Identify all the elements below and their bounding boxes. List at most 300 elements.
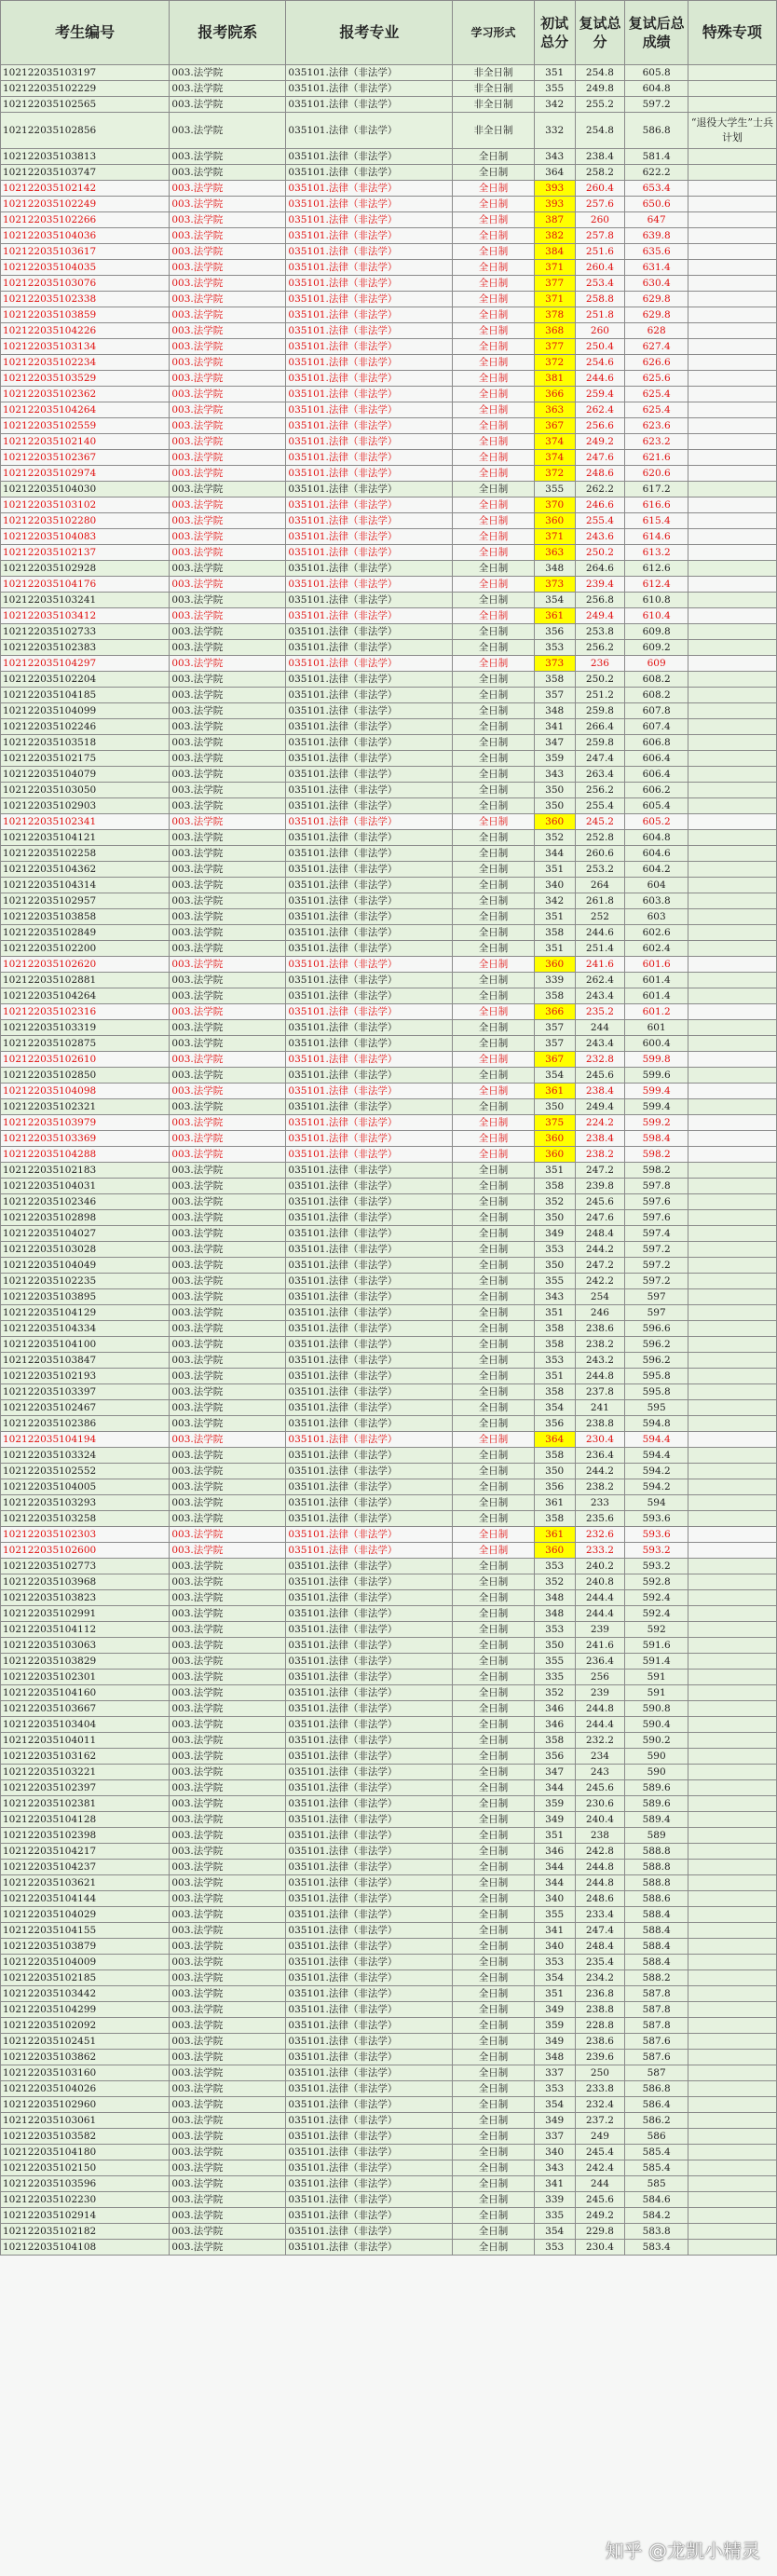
cell-retest: 246 [575, 1305, 625, 1321]
cell-major: 035101.法律（非法学） [286, 323, 453, 339]
cell-retest: 235.6 [575, 1511, 625, 1527]
cell-mode: 全日制 [453, 957, 535, 973]
cell-mode: 全日制 [453, 1733, 535, 1749]
cell-id: 102122035103617 [1, 244, 170, 260]
cell-special [688, 1210, 776, 1226]
cell-total: 609 [625, 656, 688, 672]
cell-retest: 243.4 [575, 1036, 625, 1052]
cell-total: 597.6 [625, 1210, 688, 1226]
cell-id: 102122035102200 [1, 941, 170, 957]
cell-dept: 003.法学院 [170, 1590, 286, 1606]
table-row [1, 957, 777, 973]
cell-major: 035101.法律（非法学） [286, 941, 453, 957]
cell-total: 581.4 [625, 149, 688, 165]
cell-special [688, 2129, 776, 2145]
cell-total: 585.4 [625, 2160, 688, 2176]
cell-id: 102122035102559 [1, 418, 170, 434]
cell-mode: 全日制 [453, 656, 535, 672]
cell-dept: 003.法学院 [170, 1052, 286, 1068]
table-row [1, 529, 777, 545]
cell-total: 588.8 [625, 1844, 688, 1860]
table-row [1, 1590, 777, 1606]
cell-total: 594.4 [625, 1448, 688, 1464]
cell-total: 629.8 [625, 307, 688, 323]
cell-retest: 250.4 [575, 339, 625, 355]
cell-retest: 249.4 [575, 1099, 625, 1115]
cell-retest: 251.2 [575, 688, 625, 703]
table-row [1, 1955, 777, 1970]
cell-retest: 259.4 [575, 387, 625, 402]
cell-id: 102122035104108 [1, 2240, 170, 2256]
cell-dept: 003.法学院 [170, 529, 286, 545]
cell-mode: 全日制 [453, 1970, 535, 1986]
cell-mode: 全日制 [453, 608, 535, 624]
cell-prelim: 364 [534, 1432, 575, 1448]
cell-id: 102122035103582 [1, 2129, 170, 2145]
cell-retest: 238.6 [575, 1321, 625, 1337]
cell-total: 596.2 [625, 1353, 688, 1369]
cell-total: 596.6 [625, 1321, 688, 1337]
table-row [1, 1606, 777, 1622]
cell-prelim: 348 [534, 2050, 575, 2065]
cell-id: 102122035104299 [1, 2002, 170, 2018]
cell-retest: 251.6 [575, 244, 625, 260]
cell-major: 035101.法律（非法学） [286, 339, 453, 355]
table-row [1, 434, 777, 450]
table-row [1, 1337, 777, 1353]
cell-dept: 003.法学院 [170, 1194, 286, 1210]
cell-dept: 003.法学院 [170, 1875, 286, 1891]
cell-major: 035101.法律（非法学） [286, 1638, 453, 1654]
cell-prelim: 340 [534, 1939, 575, 1955]
cell-special [688, 1068, 776, 1084]
cell-retest: 246.6 [575, 497, 625, 513]
header-total: 复试后总成绩 [625, 1, 688, 65]
cell-special [688, 735, 776, 751]
cell-mode: 全日制 [453, 2081, 535, 2097]
cell-special [688, 1163, 776, 1179]
cell-mode: 全日制 [453, 513, 535, 529]
cell-prelim: 355 [534, 482, 575, 497]
cell-retest: 239 [575, 1685, 625, 1701]
cell-mode: 全日制 [453, 1860, 535, 1875]
table-row [1, 1875, 777, 1891]
cell-mode: 全日制 [453, 1274, 535, 1289]
cell-retest: 251.4 [575, 941, 625, 957]
cell-retest: 234 [575, 1749, 625, 1765]
cell-retest: 240.8 [575, 1574, 625, 1590]
cell-special [688, 798, 776, 814]
cell-retest: 233.2 [575, 1543, 625, 1559]
cell-special [688, 672, 776, 688]
cell-retest: 244.8 [575, 1369, 625, 1384]
cell-dept: 003.法学院 [170, 1084, 286, 1099]
cell-id: 102122035104005 [1, 1479, 170, 1495]
cell-dept: 003.法学院 [170, 909, 286, 925]
cell-dept: 003.法学院 [170, 783, 286, 798]
cell-mode: 全日制 [453, 1384, 535, 1400]
cell-major: 035101.法律（非法学） [286, 830, 453, 846]
cell-special [688, 1274, 776, 1289]
table-row [1, 1353, 777, 1369]
cell-mode: 全日制 [453, 1321, 535, 1337]
cell-mode: 全日制 [453, 1511, 535, 1527]
cell-major: 035101.法律（非法学） [286, 1875, 453, 1891]
cell-dept: 003.法学院 [170, 1131, 286, 1147]
cell-id: 102122035102234 [1, 355, 170, 371]
cell-prelim: 361 [534, 1495, 575, 1511]
cell-id: 102122035102849 [1, 925, 170, 941]
cell-major: 035101.法律（非法学） [286, 1622, 453, 1638]
cell-special [688, 878, 776, 893]
cell-id: 102122035102230 [1, 2192, 170, 2208]
cell-id: 102122035103847 [1, 1353, 170, 1369]
cell-retest: 236.4 [575, 1448, 625, 1464]
cell-dept: 003.法学院 [170, 1685, 286, 1701]
cell-special [688, 1194, 776, 1210]
cell-prelim: 353 [534, 1622, 575, 1638]
cell-special [688, 1099, 776, 1115]
cell-dept: 003.法学院 [170, 1020, 286, 1036]
table-row [1, 1448, 777, 1464]
cell-mode: 全日制 [453, 1955, 535, 1970]
cell-mode: 全日制 [453, 1606, 535, 1622]
cell-total: 586.2 [625, 2113, 688, 2129]
cell-major: 035101.法律（非法学） [286, 418, 453, 434]
cell-total: 613.2 [625, 545, 688, 561]
cell-total: 621.6 [625, 450, 688, 466]
table-row [1, 988, 777, 1004]
cell-prelim: 371 [534, 529, 575, 545]
cell-total: 616.6 [625, 497, 688, 513]
cell-dept: 003.法学院 [170, 323, 286, 339]
cell-dept: 003.法学院 [170, 957, 286, 973]
cell-total: 587.8 [625, 2018, 688, 2034]
table-row [1, 1068, 777, 1084]
cell-dept: 003.法学院 [170, 1258, 286, 1274]
cell-prelim: 393 [534, 181, 575, 197]
cell-prelim: 374 [534, 450, 575, 466]
cell-special [688, 1495, 776, 1511]
cell-major: 035101.法律（非法学） [286, 1812, 453, 1828]
cell-prelim: 353 [534, 1559, 575, 1574]
cell-retest: 249.8 [575, 81, 625, 97]
cell-total: 588.4 [625, 1923, 688, 1939]
cell-retest: 252.8 [575, 830, 625, 846]
cell-major: 035101.法律（非法学） [286, 197, 453, 212]
cell-retest: 241 [575, 1400, 625, 1416]
cell-id: 102122035103858 [1, 909, 170, 925]
cell-total: 631.4 [625, 260, 688, 276]
table-row [1, 1147, 777, 1163]
cell-mode: 全日制 [453, 735, 535, 751]
cell-total: 603 [625, 909, 688, 925]
table-row [1, 577, 777, 593]
cell-id: 102122035104035 [1, 260, 170, 276]
cell-dept: 003.法学院 [170, 1574, 286, 1590]
cell-id: 102122035102301 [1, 1670, 170, 1685]
cell-id: 102122035102229 [1, 81, 170, 97]
cell-dept: 003.法学院 [170, 482, 286, 497]
cell-total: 639.8 [625, 228, 688, 244]
cell-dept: 003.法学院 [170, 1384, 286, 1400]
cell-total: 622.2 [625, 165, 688, 181]
cell-id: 102122035103968 [1, 1574, 170, 1590]
cell-major: 035101.法律（非法学） [286, 307, 453, 323]
cell-prelim: 354 [534, 2224, 575, 2240]
cell-dept: 003.法学院 [170, 1543, 286, 1559]
cell-id: 102122035102175 [1, 751, 170, 767]
cell-total: 627.4 [625, 339, 688, 355]
cell-retest: 259.8 [575, 735, 625, 751]
cell-id: 102122035103221 [1, 1765, 170, 1780]
cell-id: 102122035103404 [1, 1717, 170, 1733]
cell-prelim: 343 [534, 1289, 575, 1305]
cell-retest: 248.4 [575, 1939, 625, 1955]
cell-special [688, 1970, 776, 1986]
cell-dept: 003.法学院 [170, 1717, 286, 1733]
cell-dept: 003.法学院 [170, 2240, 286, 2256]
cell-total: 589 [625, 1828, 688, 1844]
cell-total: 602.4 [625, 941, 688, 957]
cell-total: 586 [625, 2129, 688, 2145]
cell-total: 590.2 [625, 1733, 688, 1749]
table-row [1, 703, 777, 719]
cell-special [688, 1733, 776, 1749]
cell-id: 102122035102898 [1, 1210, 170, 1226]
cell-mode: 全日制 [453, 1875, 535, 1891]
cell-prelim: 355 [534, 1907, 575, 1923]
cell-prelim: 347 [534, 735, 575, 751]
cell-id: 102122035103596 [1, 2176, 170, 2192]
cell-mode: 全日制 [453, 1353, 535, 1369]
cell-id: 102122035102600 [1, 1543, 170, 1559]
cell-special [688, 988, 776, 1004]
cell-mode: 全日制 [453, 497, 535, 513]
cell-total: 584.2 [625, 2208, 688, 2224]
cell-total: 615.4 [625, 513, 688, 529]
cell-retest: 260 [575, 323, 625, 339]
cell-special [688, 814, 776, 830]
cell-id: 102122035102341 [1, 814, 170, 830]
cell-major: 035101.法律（非法学） [286, 228, 453, 244]
cell-mode: 全日制 [453, 1004, 535, 1020]
cell-dept: 003.法学院 [170, 1844, 286, 1860]
cell-mode: 全日制 [453, 1749, 535, 1765]
cell-prelim: 344 [534, 846, 575, 862]
cell-total: 584.6 [625, 2192, 688, 2208]
cell-major: 035101.法律（非法学） [286, 1955, 453, 1970]
cell-major: 035101.法律（非法学） [286, 1543, 453, 1559]
cell-retest: 253.2 [575, 862, 625, 878]
cell-major: 035101.法律（非法学） [286, 925, 453, 941]
cell-total: 609.2 [625, 640, 688, 656]
cell-dept: 003.法学院 [170, 703, 286, 719]
cell-major: 035101.法律（非法学） [286, 2034, 453, 2050]
table-row [1, 244, 777, 260]
table-row [1, 2224, 777, 2240]
cell-total: 593.6 [625, 1527, 688, 1543]
cell-major: 035101.法律（非法学） [286, 1796, 453, 1812]
table-row [1, 339, 777, 355]
cell-dept: 003.法学院 [170, 1369, 286, 1384]
cell-retest: 248.4 [575, 1226, 625, 1242]
cell-id: 102122035104160 [1, 1685, 170, 1701]
cell-mode: 全日制 [453, 925, 535, 941]
cell-mode: 全日制 [453, 355, 535, 371]
cell-prelim: 340 [534, 878, 575, 893]
cell-mode: 全日制 [453, 2065, 535, 2081]
cell-special [688, 925, 776, 941]
table-row [1, 1796, 777, 1812]
cell-mode: 全日制 [453, 1068, 535, 1084]
cell-id: 102122035102338 [1, 292, 170, 307]
cell-major: 035101.法律（非法学） [286, 656, 453, 672]
cell-major: 035101.法律（非法学） [286, 1717, 453, 1733]
cell-dept: 003.法学院 [170, 656, 286, 672]
cell-major: 035101.法律（非法学） [286, 703, 453, 719]
cell-retest: 238.2 [575, 1337, 625, 1353]
cell-total: 610.4 [625, 608, 688, 624]
cell-special [688, 292, 776, 307]
cell-mode: 全日制 [453, 2240, 535, 2256]
cell-retest: 228.8 [575, 2018, 625, 2034]
cell-retest: 241.6 [575, 1638, 625, 1654]
cell-retest: 262.2 [575, 482, 625, 497]
cell-retest: 260.4 [575, 181, 625, 197]
cell-total: 605.2 [625, 814, 688, 830]
cell-dept: 003.法学院 [170, 1305, 286, 1321]
cell-mode: 全日制 [453, 1939, 535, 1955]
table-row [1, 1210, 777, 1226]
table-row [1, 260, 777, 276]
table-row [1, 846, 777, 862]
cell-mode: 非全日制 [453, 97, 535, 113]
cell-major: 035101.法律（非法学） [286, 577, 453, 593]
cell-retest: 260.6 [575, 846, 625, 862]
cell-major: 035101.法律（非法学） [286, 434, 453, 450]
cell-mode: 全日制 [453, 165, 535, 181]
cell-major: 035101.法律（非法学） [286, 1194, 453, 1210]
cell-retest: 261.8 [575, 893, 625, 909]
table-row [1, 1369, 777, 1384]
cell-major: 035101.法律（非法学） [286, 2081, 453, 2097]
cell-id: 102122035104049 [1, 1258, 170, 1274]
cell-special [688, 1337, 776, 1353]
cell-retest: 238.4 [575, 1084, 625, 1099]
cell-special [688, 688, 776, 703]
table-row [1, 371, 777, 387]
cell-dept: 003.法学院 [170, 149, 286, 165]
cell-special [688, 2050, 776, 2065]
table-row [1, 941, 777, 957]
cell-dept: 003.法学院 [170, 893, 286, 909]
cell-major: 035101.法律（非法学） [286, 798, 453, 814]
cell-major: 035101.法律（非法学） [286, 1369, 453, 1384]
cell-dept: 003.法学院 [170, 925, 286, 941]
cell-retest: 233.4 [575, 1907, 625, 1923]
cell-special [688, 529, 776, 545]
cell-prelim: 351 [534, 1986, 575, 2002]
cell-prelim: 360 [534, 1147, 575, 1163]
cell-retest: 245.6 [575, 2192, 625, 2208]
cell-total: 605.4 [625, 798, 688, 814]
table-row [1, 1099, 777, 1115]
table-row [1, 1179, 777, 1194]
cell-mode: 全日制 [453, 1432, 535, 1448]
cell-special [688, 957, 776, 973]
cell-total: 620.6 [625, 466, 688, 482]
table-row [1, 783, 777, 798]
cell-total: 608.2 [625, 688, 688, 703]
cell-retest: 247.2 [575, 1258, 625, 1274]
table-body [1, 65, 777, 2256]
cell-total: 591 [625, 1685, 688, 1701]
cell-special [688, 1891, 776, 1907]
table-row [1, 830, 777, 846]
cell-total: 588.4 [625, 1907, 688, 1923]
cell-dept: 003.法学院 [170, 1242, 286, 1258]
table-row [1, 2018, 777, 2034]
cell-mode: 全日制 [453, 1210, 535, 1226]
cell-total: 593.6 [625, 1511, 688, 1527]
cell-id: 102122035104029 [1, 1907, 170, 1923]
cell-mode: 全日制 [453, 719, 535, 735]
cell-id: 102122035102367 [1, 450, 170, 466]
cell-id: 102122035103134 [1, 339, 170, 355]
cell-prelim: 351 [534, 941, 575, 957]
cell-mode: 全日制 [453, 688, 535, 703]
cell-retest: 243.6 [575, 529, 625, 545]
cell-total: 599.4 [625, 1099, 688, 1115]
cell-mode: 全日制 [453, 783, 535, 798]
cell-dept: 003.法学院 [170, 1749, 286, 1765]
cell-major: 035101.法律（非法学） [286, 81, 453, 97]
cell-prelim: 351 [534, 1369, 575, 1384]
cell-major: 035101.法律（非法学） [286, 608, 453, 624]
cell-major: 035101.法律（非法学） [286, 1860, 453, 1875]
cell-id: 102122035102381 [1, 1796, 170, 1812]
cell-total: 604.8 [625, 81, 688, 97]
cell-retest: 240.4 [575, 1812, 625, 1828]
cell-mode: 全日制 [453, 450, 535, 466]
cell-major: 035101.法律（非法学） [286, 545, 453, 561]
table-row [1, 1036, 777, 1052]
cell-dept: 003.法学院 [170, 1416, 286, 1432]
cell-mode: 全日制 [453, 2129, 535, 2145]
cell-retest: 245.6 [575, 1068, 625, 1084]
cell-major: 035101.法律（非法学） [286, 735, 453, 751]
cell-total: 592.4 [625, 1590, 688, 1606]
cell-id: 102122035104100 [1, 1337, 170, 1353]
cell-prelim: 354 [534, 2097, 575, 2113]
cell-prelim: 371 [534, 292, 575, 307]
cell-special [688, 434, 776, 450]
cell-retest: 239.8 [575, 1179, 625, 1194]
cell-total: 625.6 [625, 371, 688, 387]
cell-total: 591 [625, 1670, 688, 1685]
cell-major: 035101.法律（非法学） [286, 149, 453, 165]
cell-prelim: 367 [534, 1052, 575, 1068]
cell-major: 035101.法律（非法学） [286, 783, 453, 798]
cell-total: 601.6 [625, 957, 688, 973]
cell-prelim: 353 [534, 640, 575, 656]
cell-total: 594.4 [625, 1432, 688, 1448]
cell-prelim: 349 [534, 2034, 575, 2050]
table-row [1, 1986, 777, 2002]
cell-dept: 003.法学院 [170, 450, 286, 466]
cell-mode: 全日制 [453, 1559, 535, 1574]
